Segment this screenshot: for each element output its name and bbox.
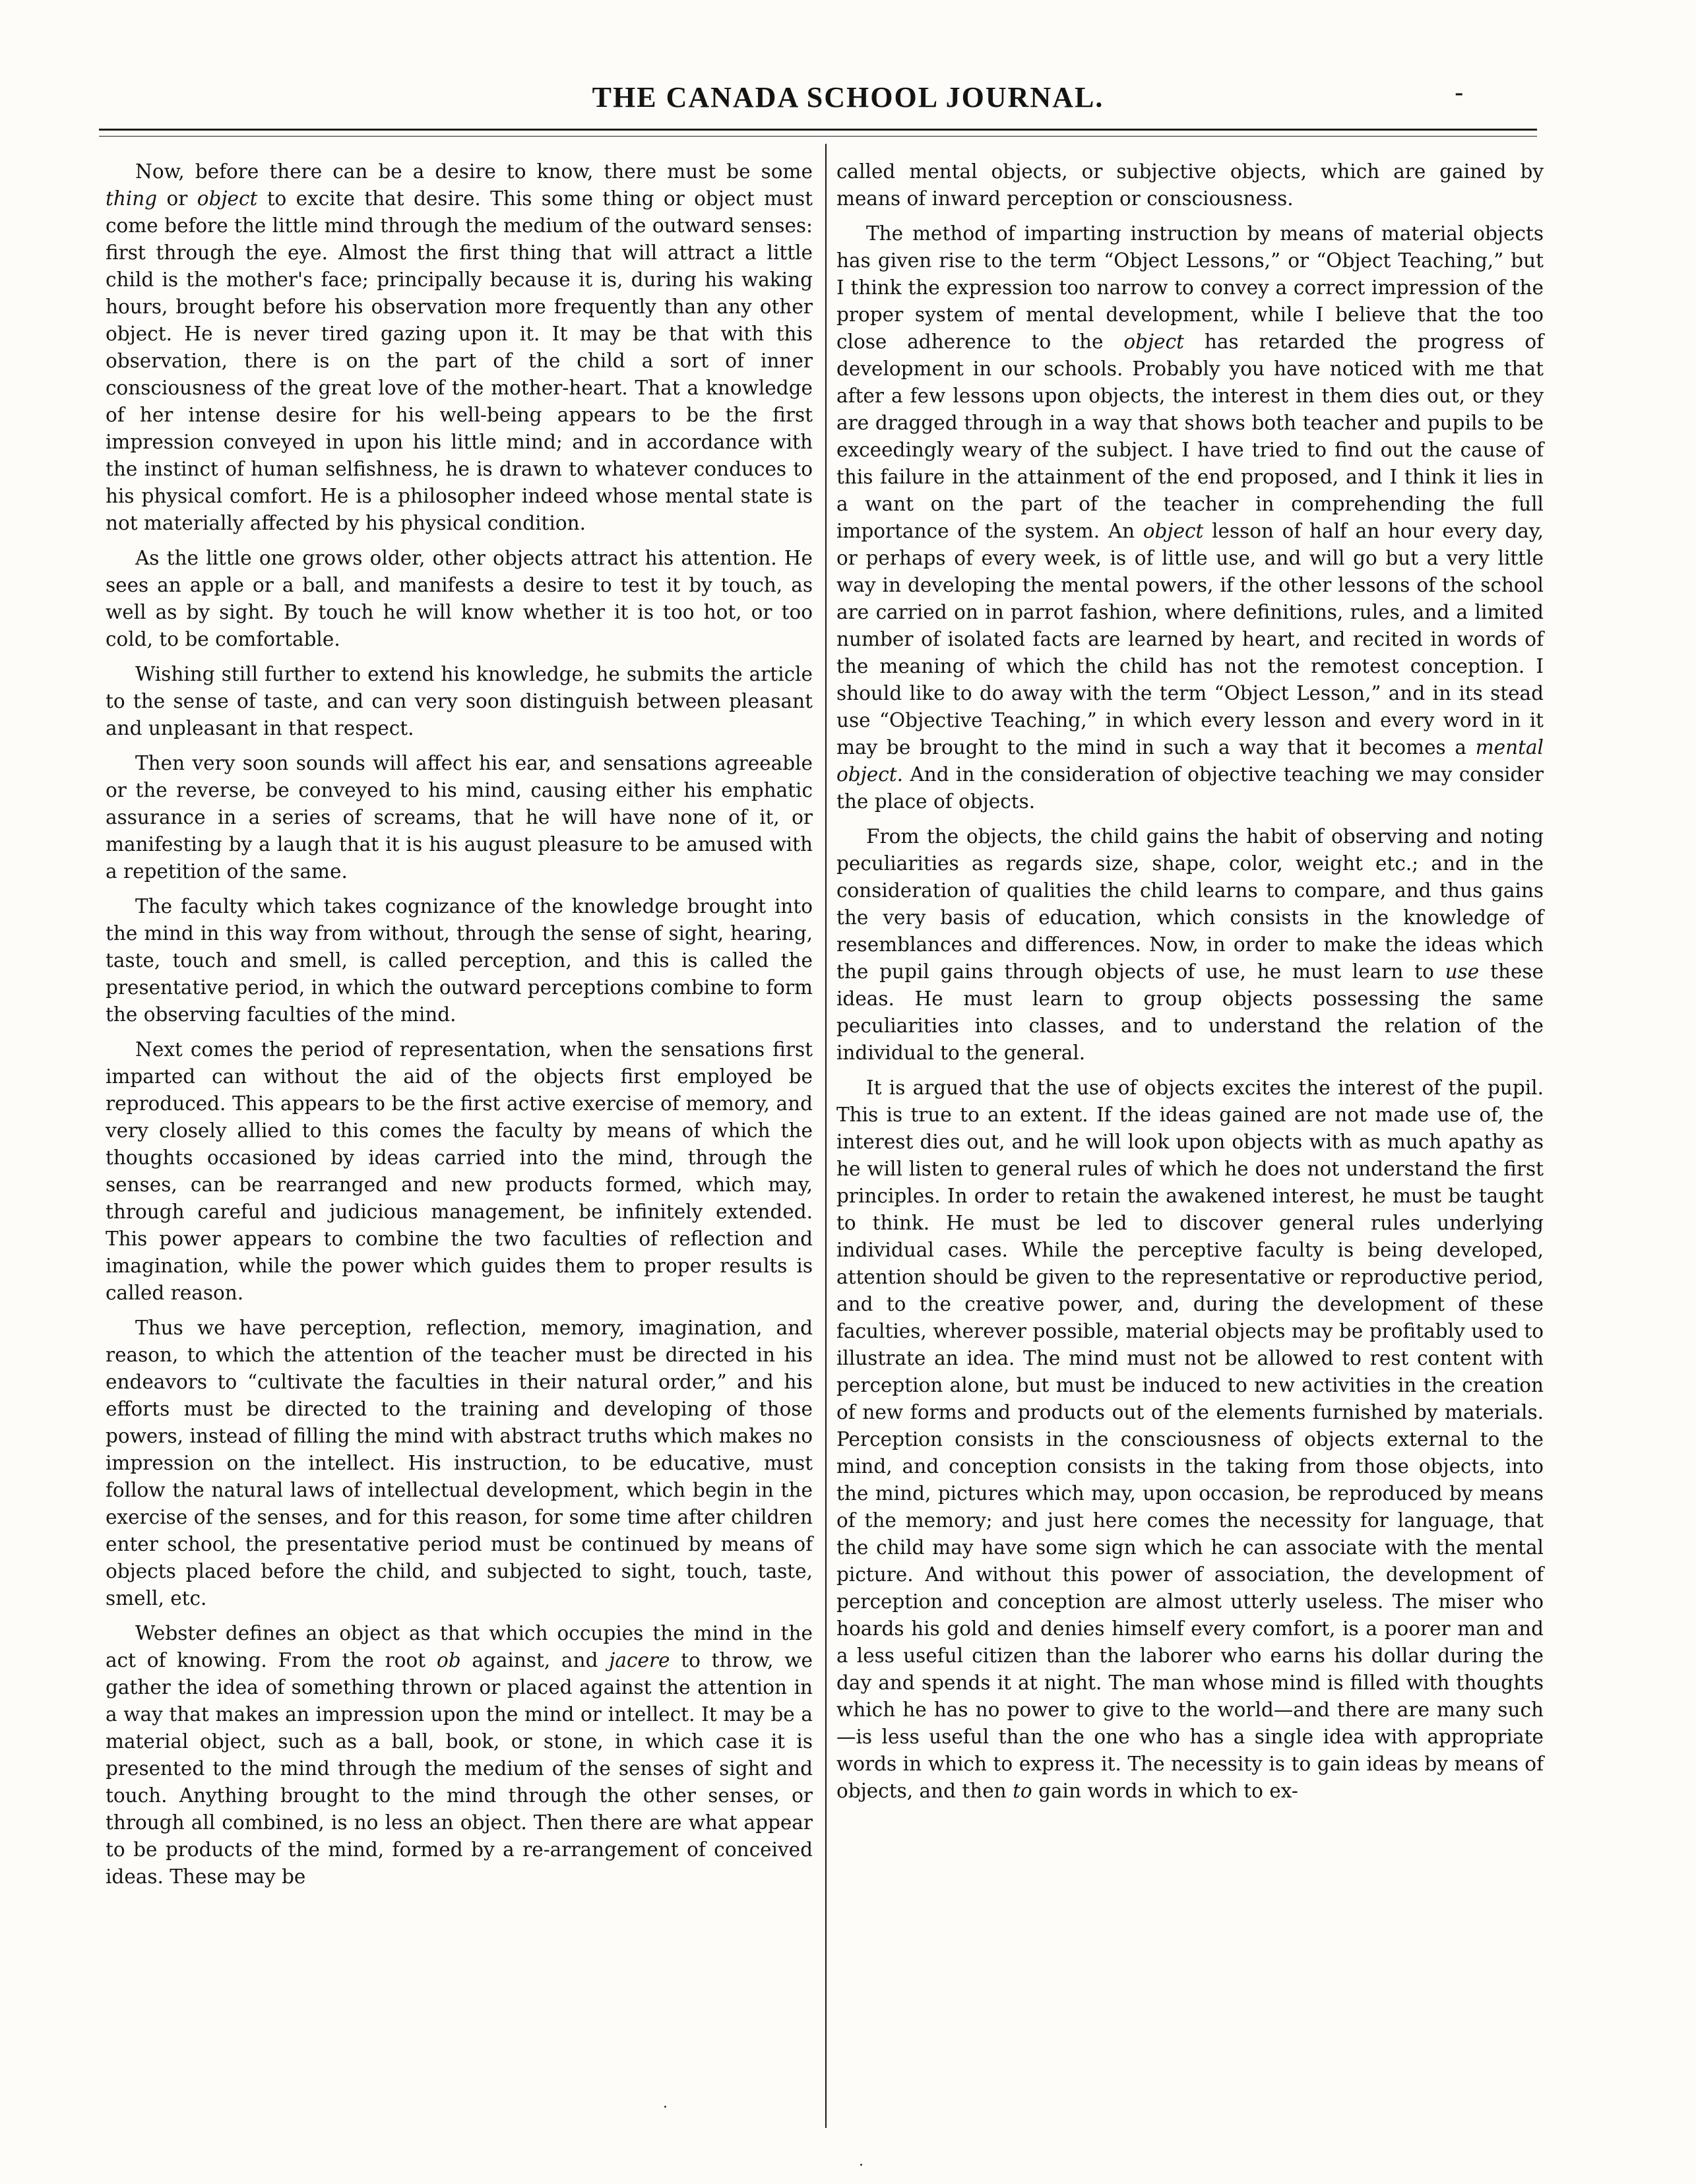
column-divider	[825, 144, 827, 2128]
italic-text: use	[1445, 960, 1480, 983]
italic-text: mental object.	[836, 736, 1544, 786]
article-paragraph	[106, 1620, 813, 1890]
paragraph-text: Now, before there can be a desire to know, there must be some	[135, 160, 813, 183]
article-paragraph	[836, 220, 1544, 815]
paragraph-text: to excite that desire. This some thing or object must come before the little mind through the medium of the outward senses: first through the eye. Almost the first thing that will attract a little child is the mother's face; principally because it is, during his waking hours, brought before his observation more frequently than any other object. He is never tired gazing upon it. It may be that with this observation, there is on the part of the child a sort of inner consciousness of the great love of the mother-heart. That a knowledge of her intense desire for his well-being appears to be the first impression conveyed in upon his little mind; and in accordance with the instinct of human selfishness, he is drawn to whatever conduces to his physical comfort. He is a philosopher indeed whose mental state is not materially affected by his physical condition.	[106, 187, 813, 534]
paragraph-text: Webster defines an object as that which occupies the mind in the act of knowing. From the root	[106, 1622, 813, 1671]
article-paragraph	[106, 661, 813, 742]
paragraph-text: lesson of half an hour every day, or perhaps of every week, is of little use, and will go but a very little way in developing the mental powers, if the other lessons of the school are carried on in parrot fashion, where definitions, rules, and a limited number of isolated facts are learned by heart, and recited in words of the meaning of which the child has not the remotest conception. I should like to do away with the term “Object Lesson,” and in its stead use “Objective Teaching,” in which every lesson and every word in it may be brought to the mind in such a way that it becomes a	[836, 520, 1544, 759]
paragraph-text: Then very soon sounds will affect his ear, and sensations agreeable or the reverse, be conveyed to his mind, causing either his emphatic assurance in a series of screams, that he will have none of it, or manifesting by a laugh that it is his august pleasure to be amused with a repetition of the same.	[106, 752, 813, 883]
paragraph-text: or	[157, 187, 197, 210]
paragraph-text: As the little one grows older, other objects attract his attention. He sees an apple or a ball, and manifests a desire to test it by touch, as well as by sight. By touch he will know whether it is too hot, or too cold, to be comfortable.	[106, 547, 813, 650]
article-paragraph	[106, 750, 813, 885]
article-paragraph	[836, 823, 1544, 1067]
italic-text: jacere	[609, 1649, 670, 1671]
paragraph-text: It is argued that the use of objects excites the interest of the pupil. This is true to an extent. If the ideas gained are not made use of, the interest dies out, and he will look upon objects with as much apathy as he will listen to general rules of which he does not understand the first principles. In order to retain the awakened interest, he must be taught to think. He must be led to discover general rules underlying individual cases. While the perceptive faculty is being developed, attention should be given to the representative or reproductive period, and to the creative power, and, during the development of these faculties, wherever possible, material objects may be profitably used to illustrate an idea. The mind must not be allowed to rest content with perception alone, but must be induced to new activities in the creation of new forms and products out of the elements furnished by materials. Perception consists in the consciousness of objects external to the mind, and conception consists in the taking from those objects, into the mind, pictures which may, upon occasion, be reproduced by means of the memory; and just here comes the necessity for language, that the child may have some sign which he can associate with the mental picture. And without this power of association, the development of perception and conception are almost utterly useless. The miser who hoards his gold and denies himself every comfort, is a poorer man and a less useful citizen than the laborer who earns his dollar during the day and spends it at night. The man whose mind is filled with thoughts which he has no power to give to the world—and there are many such—is less useful than the one who has a single idea with appropriate words in which to express it. The necessity is to gain ideas by means of objects, and then	[836, 1076, 1544, 1802]
paragraph-text: called mental objects, or subjective objects, which are gained by means of inward perception or consciousness.	[836, 160, 1544, 210]
print-speck: .	[663, 2095, 668, 2111]
left-column	[106, 158, 813, 1898]
header-rule-thin	[99, 136, 1537, 137]
paragraph-text: Next comes the period of representation, when the sensations first imparted can without the aid of the objects first employed be reproduced. This appears to be the first active exercise of memory, and very closely allied to this comes the faculty by means of which the thoughts occasioned by ideas carried into the mind, through the senses, can be rearranged and new products formed, which may, through careful and judicious management, be infinitely extended. This power appears to combine the two faculties of reflection and imagination, while the power which guides them to proper results is called reason.	[106, 1038, 813, 1304]
print-speck: .	[859, 2153, 864, 2169]
article-paragraph	[106, 545, 813, 653]
right-column	[836, 158, 1544, 1813]
italic-text: object	[1123, 330, 1184, 353]
paragraph-text: to throw, we gather the idea of something thrown or placed against the attention in a way that makes an impression upon the mind or intellect. It may be a material object, such as a ball, book, or stone, in which case it is presented to the mind through the medium of the senses of sight and touch. Anything brought to the mind through the other senses, or through all combined, is no less an object. Then there are what appear to be products of the mind, formed by a re-arrangement of conceived ideas. These may be	[106, 1649, 813, 1888]
paragraph-text: Wishing still further to extend his knowledge, he submits the article to the sense of taste, and can very soon distinguish between pleasant and unpleasant in that respect.	[106, 663, 813, 739]
paragraph-text: Thus we have perception, reflection, memory, imagination, and reason, to which the attention of the teacher must be directed in his endeavors to “cultivate the faculties in their natural order,” and his efforts must be directed to the training and developing of those powers, instead of filling the mind with abstract truths which makes no impression on the intellect. His instruction, to be educative, must follow the natural laws of intellectual development, which begin in the exercise of the senses, and for this reason, for some time after children enter school, the presentative period must be continued by means of objects placed before the child, and subjected to sight, touch, taste, smell, etc.	[106, 1317, 813, 1609]
italic-text: ob	[436, 1649, 461, 1671]
header-rule-thick	[99, 129, 1537, 131]
header-corner-mark: -	[1455, 78, 1464, 108]
article-paragraph	[106, 1036, 813, 1307]
italic-text: thing	[106, 187, 158, 210]
article-paragraph	[106, 158, 813, 537]
italic-text: object	[197, 187, 258, 210]
italic-text: object	[1143, 520, 1204, 542]
paragraph-text: And in the consideration of objective teaching we may consider the place of objects.	[836, 763, 1544, 813]
paragraph-text: The faculty which takes cognizance of the knowledge brought into the mind in this way from without, through the sense of sight, hearing, taste, touch and smell, is called perception, and this is called the presentative period, in which the outward perceptions combine to form the observing faculties of the mind.	[106, 895, 813, 1026]
article-paragraph	[106, 1315, 813, 1612]
page-header-title: THE CANADA SCHOOL JOURNAL.	[592, 81, 1104, 113]
paragraph-text: against, and	[460, 1649, 610, 1671]
paragraph-text: gain words in which to ex-	[1032, 1780, 1298, 1802]
article-paragraph	[106, 893, 813, 1028]
article-paragraph	[836, 1075, 1544, 1805]
italic-text: to	[1013, 1780, 1032, 1802]
article-paragraph	[836, 158, 1544, 212]
paragraph-text: From the objects, the child gains the habit of observing and noting peculiarities as regards size, shape, color, weight etc.; and in the consideration of qualities the child learns to compare, and thus gains the very basis of education, which consists in the knowledge of resemblances and differences. Now, in order to make the ideas which the pupil gains through objects of use, he must learn to	[836, 825, 1544, 983]
paragraph-text: has retarded the progress of development in our schools. Probably you have noticed with me that after a few lessons upon objects, the interest in them dies out, or they are dragged through in a way that shows both teacher and pupils to be exceedingly weary of the subject. I have tried to find out the cause of this failure in the attainment of the end proposed, and I think it lies in a want on the part of the teacher in comprehending the full importance of the system. An	[836, 330, 1544, 542]
paragraph-text: these ideas. He must learn to group objects possessing the same peculiarities into classes, and to understand the relation of the individual to the general.	[836, 960, 1544, 1064]
paragraph-text: The method of imparting instruction by means of material objects has given rise to the term “Object Lessons,” or “Object Teaching,” but I think the expression too narrow to convey a correct impression of the proper system of mental development, while I believe that the too close adherence to the	[836, 222, 1544, 353]
